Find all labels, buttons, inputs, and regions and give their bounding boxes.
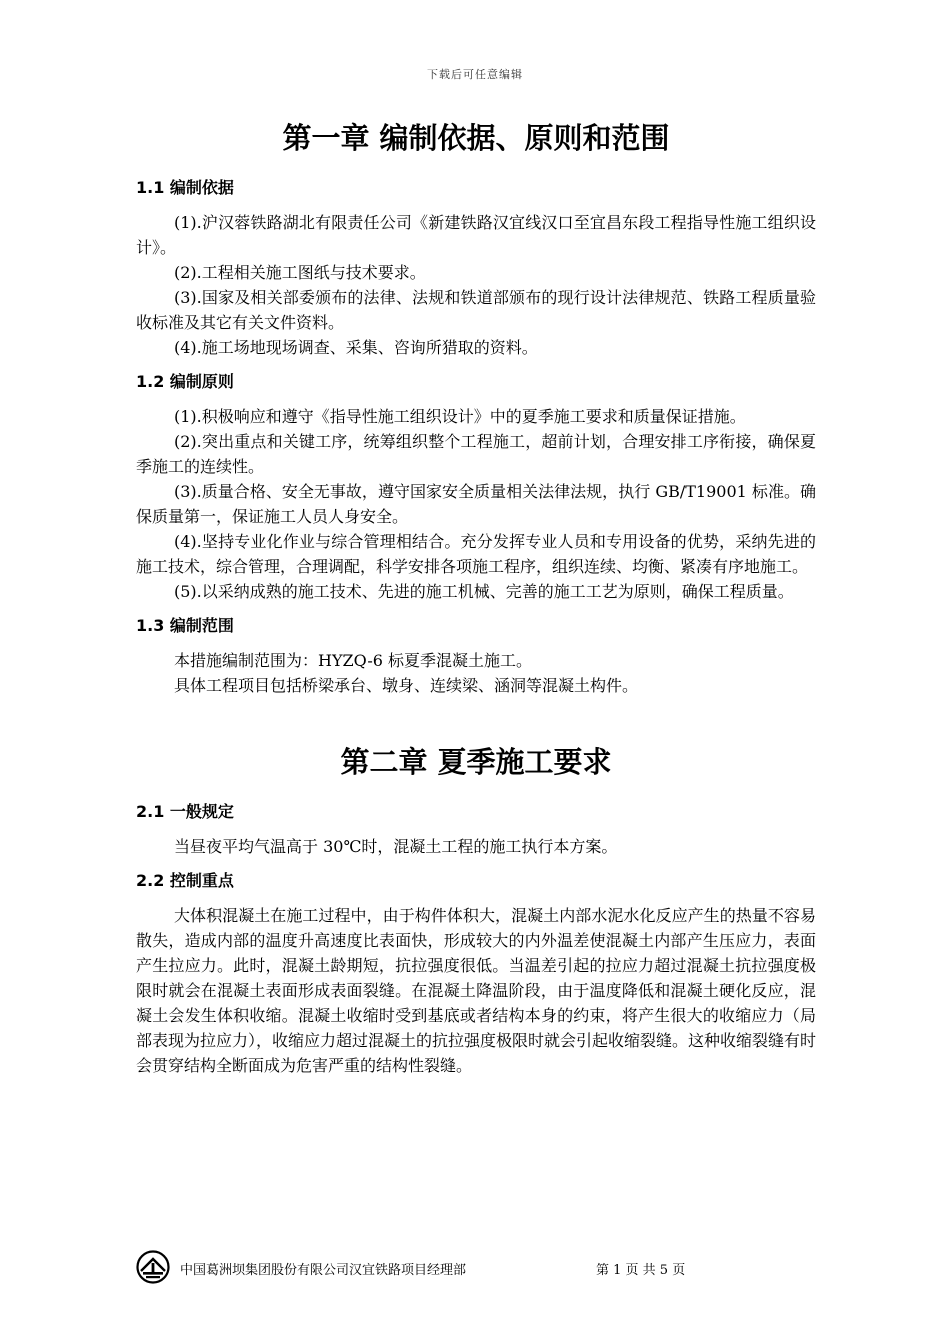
paragraph: 大体积混凝土在施工过程中，由于构件体积大，混凝土内部水泥水化反应产生的热量不容易散失，造成内部的温度升高速度比表面快，形成较大的内外温差使混凝土内部产生压应力，表面产生拉应力。此时，混凝土龄期短，抗拉强度很低。当温差引起的拉应力超过混凝土抗拉强度极限时就会在混凝土表面形成表面裂缝。在混凝土降温阶段，由于温度降低和混凝土硬化反应，混凝土会发生体积收缩。混凝土收缩时受到基底或者结构本身的约束，将产生很大的收缩应力（局部表现为拉应力），收缩应力超过混凝土的抗拉强度极限时就会引起收缩裂缝。这种收缩裂缝有时会贯穿结构全断面成为危害严重的结构性裂缝。 <box>136 906 817 1075</box>
paragraph: (2).工程相关施工图纸与技术要求。 <box>174 263 426 282</box>
paragraph: (3).质量合格、安全无事故，遵守国家安全质量相关法律法规，执行 GB/T19001 标准。确保质量第一，保证施工人员人身安全。 <box>136 482 816 526</box>
section-1-2-title: 1.2 编制原则 <box>136 372 234 391</box>
paragraph: (2).突出重点和关键工序，统筹组织整个工程施工，超前计划，合理安排工序衔接，确保夏季施工的连续性。 <box>136 432 816 476</box>
paragraph: (1).沪汉蓉铁路湖北有限责任公司《新建铁路汉宜线汉口至宜昌东段工程指导性施工组织设计》。 <box>136 213 816 257</box>
paragraph: (1).积极响应和遵守《指导性施工组织设计》中的夏季施工要求和质量保证措施。 <box>174 407 746 426</box>
paragraph: (4).施工场地现场调查、采集、咨询所猎取的资料。 <box>174 338 538 357</box>
section-2-1-title: 2.1 一般规定 <box>136 802 234 821</box>
paragraph: 当昼夜平均气温高于 30℃时，混凝土工程的施工执行本方案。 <box>174 837 618 856</box>
header-note: 下载后可任意编辑 <box>427 68 523 81</box>
paragraph: (3).国家及相关部委颁布的法律、法规和铁道部颁布的现行设计法律规范、铁路工程质量验收标准及其它有关文件资料。 <box>136 288 816 332</box>
page-number: 第 1 页 共 5 页 <box>596 1263 686 1278</box>
paragraph: (5).以采纳成熟的施工技术、先进的施工机械、完善的施工工艺为原则，确保工程质量。 <box>174 582 794 601</box>
footer-organization: 中国葛洲坝集团股份有限公司汉宜铁路项目经理部 <box>180 1263 467 1278</box>
section-2-2-title: 2.2 控制重点 <box>136 871 234 890</box>
paragraph: 本措施编制范围为：HYZQ-6 标夏季混凝土施工。 <box>174 651 533 670</box>
company-logo-icon <box>136 1250 170 1284</box>
section-1-3-title: 1.3 编制范围 <box>136 616 234 635</box>
section-1-1-title: 1.1 编制依据 <box>136 178 234 197</box>
chapter2-title: 第二章 夏季施工要求 <box>340 745 612 779</box>
page-footer <box>136 1250 816 1286</box>
chapter1-title: 第一章 编制依据、原则和范围 <box>282 121 670 155</box>
paragraph: 具体工程项目包括桥梁承台、墩身、连续梁、涵洞等混凝土构件。 <box>174 676 639 695</box>
paragraph: (4).坚持专业化作业与综合管理相结合。充分发挥专业人员和专用设备的优势，采纳先进的施工技术，综合管理，合理调配，科学安排各项施工程序，组织连续、均衡、紧凑有序地施工。 <box>136 532 816 576</box>
document-body <box>136 118 816 1078</box>
